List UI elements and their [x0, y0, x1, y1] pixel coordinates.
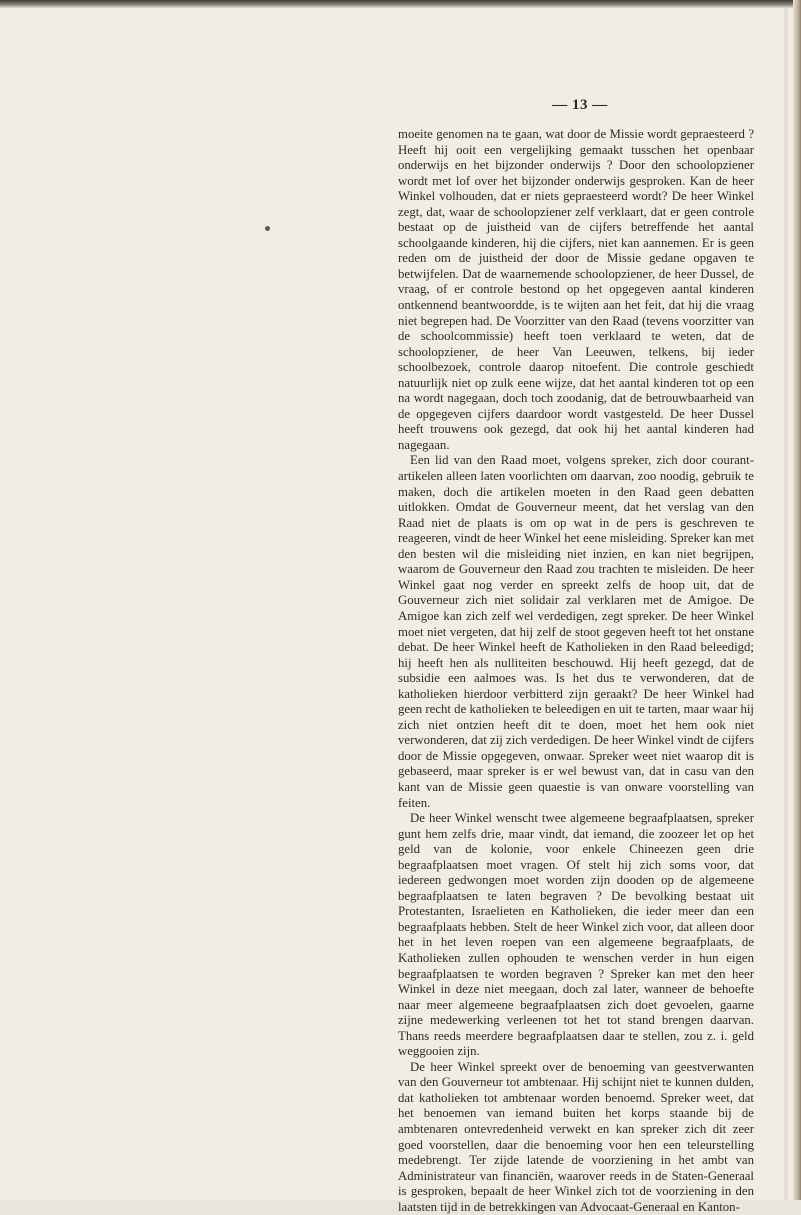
paragraph-4: De heer Winkel spreekt over de benoeming van geestverwanten van den Gouverneur tot ambtenaar. Hij schijnt niet te kunnen dulden, dat katholieken tot ambtenaar worden benoemd. Spreker weet, dat het benoemen van iemand buiten het korps staande bij de ambtenaren ontevredenheid verwekt en kan spreker zich dit zeer goed voorstellen, daar die benoeming voor hen een teleurstelling medebrengt. Ter zijde latende de voorziening in het ambt van Administrateur van financiën, waarover reeds in de Staten-Generaal is gesproken, bepaalt de heer Winkel zich tot de voorziening in den laatsten tijd in de betrekkingen van Advocaat-Generaal en Kanton- — [398, 1059, 754, 1214]
page-right-edge — [793, 0, 801, 1200]
text-column — [398, 127, 754, 1215]
page-top-edge — [0, 0, 801, 8]
paragraph-1: moeite genomen na te gaan, wat door de Missie wordt gepraesteerd ? Heeft hij ooit een vergelijking gemaakt tusschen het openbaar onderwijs en het bijzonder onderwijs ? Door den schoolopziener wordt met lof over het bijzonder onderwijs gesproken. Kan de heer Winkel volhouden, dat er niets gepraesteerd wordt? De heer Winkel zegt, dat, waar de schoolopziener zelf verklaart, dat er geen controle bestaat op de juistheid van de cijfers betreffende het aantal schoolgaande kinderen, hij die cijfers, niet kan aannemen. Er is geen reden om de juistheid der door de Missie gedane opgaven te betwijfelen. Dat de waarnemende schoolopziener, de heer Dussel, de vraag, of er controle bestond op het opgegeven aantal kinderen ontkennend beantwoordde, is te wijten aan het feit, dat hij die vraag niet begrepen had. De Voorzitter van den Raad (tevens voorzitter van de schoolcommissie) heeft toen verklaard te weten, dat de schoolopziener, de heer Van Leeuwen, telkens, bij ieder schoolbezoek, controle daarop nitoefent. Die controle geschiedt natuurlijk niet op zulk eene wijze, dat het aantal kinderen tot op een na wordt nagegaan, doch toch zoodanig, dat de betrouwbaarheid van de opgegeven cijfers daardoor wordt vastgesteld. De heer Dussel heeft trouwens ook gezegd, dat ook hij het aantal kinderen had nagegaan. — [398, 127, 754, 452]
page-number: — 13 — — [552, 97, 608, 113]
paragraph-2: Een lid van den Raad moet, volgens spreker, zich door courant-artikelen alleen laten voorlichten om daarvan, zoo noodig, gebruik te maken, doch die artikelen moeten in den Raad geen debatten uitlokken. Omdat de Gouverneur meent, dat het verslag van den Raad niet de plaats is om op wat in de pers is geschreven te reageeren, vindt de heer Winkel het eene misleiding. Spreker kan met den besten wil die misleiding niet inzien, en kan niet begrijpen, waarom de Gouverneur den Raad zou trachten te misleiden. De heer Winkel gaat nog verder en spreekt zelfs de hoop uit, dat de Gouverneur zich niet solidair zal verklaren met de Amigoe. De Amigoe kan zich zelf wel verdedigen, zegt spreker. De heer Winkel moet niet vergeten, dat hij zelf de stoot gegeven heeft tot het onstane debat. De heer Winkel heeft de Katholieken in den Raad beleedigd; hij heeft hen als nulliteiten beschouwd. Hij heeft gezegd, dat de subsidie een aalmoes was. Is het dus te verwonderen, dat de katholieken hierdoor verbitterd zijn geraakt? De heer Winkel had geen recht de katholieken te beleedigen en uit te tarten, maar waar hij zich niet ontzien heeft dit te doen, moet het hem ook niet verwonderen, dat zij zich verdedigen. De heer Winkel vindt de cijfers door de Missie opgegeven, onwaar. Spreker weet niet waarop dit is gebaseerd, maar spreker is er wel bewust van, dat in casu van den kant van de Missie geen quaestie is van onware voorstelling van feiten. — [398, 453, 755, 810]
page-spine-shadow — [783, 8, 789, 1200]
binding-hole — [265, 226, 270, 231]
paragraph-3: De heer Winkel wenscht twee algemeene begraafplaatsen, spreker gunt hem zelfs drie, maar vindt, dat iemand, die zoozeer let op het geld van de kolonie, voor enkele Chineezen geen drie begraafplaatsen moet vragen. Of stelt hij zich soms voor, dat iedereen gedwongen moet worden zijn dooden op de algemeene begraafplaatsen te laten begraven ? De bevolking bestaat uit Protestanten, Israelieten en Katholieken, die ieder meer dan een begraafplaats hebben. Stelt de heer Winkel zich voor, dat alleen door het in het leven roepen van een algemeene begraafplaats, de Katholieken zullen ophouden te wenschen verder in hun eigen begraafplaatsen te worden begraven ? Spreker kan met den heer Winkel in deze niet meegaan, doch zal later, wanneer de behoefte naar meer algemeene begraafplaatsen zich doet gevoelen, gaarne zijne medewerking verleenen tot het tot stand brengen daarvan. Thans reeds meerdere begraafplaatsen daar te stellen, zou z. i. geld weggooien zijn. — [398, 811, 754, 1059]
